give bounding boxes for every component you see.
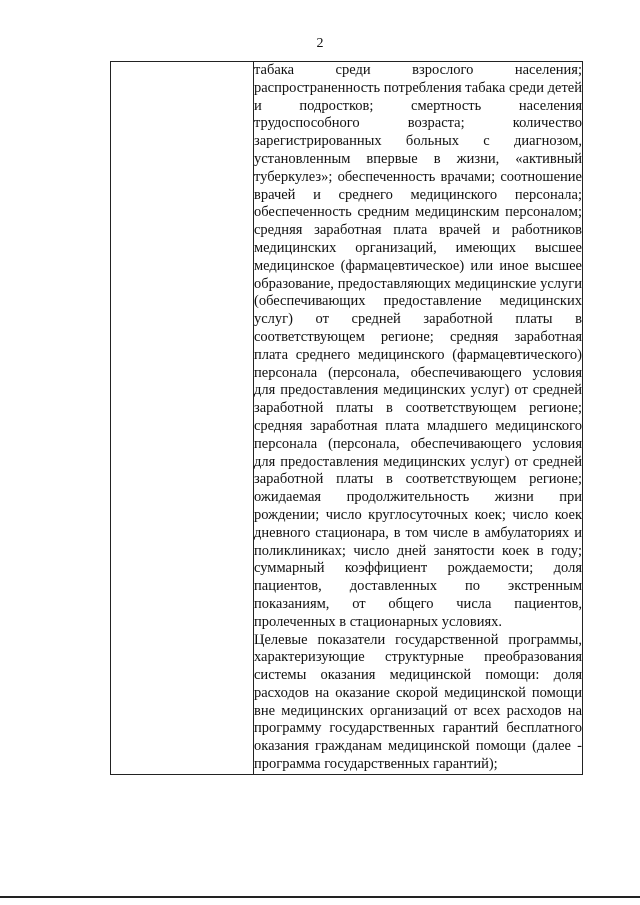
content-table: [110, 61, 583, 775]
paragraph-target-indicators: Целевые показатели государственной программы, характеризующие структурные преобразования системы оказания медицинской помощи: доля расходов на оказание скорой медицинской помощи вне медицинских организаций от всех расходов на программу государственных гарантий бесплатного оказания гражданам медицинской помощи (далее - программа государственных гарантий);: [254, 631, 582, 773]
page-bottom-rule: [0, 896, 640, 898]
paragraph-indicators: табака среди взрослого населения; распространенность потребления табака среди детей и подростков; смертность населения трудоспособного возраста; количество зарегистрированных больных с диагнозом, установленным впервые в жизни, «активный туберкулез»; обеспеченность врачами; соотношение врачей и среднего медицинского персонала; обеспеченность средним медицинским персоналом; средняя заработная плата врачей и работников медицинских организаций, имеющих высшее медицинское (фармацевтическое) или иное высшее образование, предоставляющих медицинские услуги (обеспечивающих предоставление медицинских услуг) от средней заработной платы в соответствующем регионе; средняя заработная плата среднего медицинского (фармацевтического) персонала (персонала, обеспечивающего условия для предоставления медицинских услуг) от средней заработной платы в соответствующем регионе; средняя заработная плата младшего медицинского персонала (персонала, обеспечивающего условия для предоставления медицинских услуг) от средней заработной платы в соответствующем регионе; ожидаемая продолжительность жизни при рождении; число круглосуточных коек; число коек дневного стационара, в том числе в амбулаториях и поликлиниках; число дней занятости коек в году; суммарный коэффициент рождаемости; доля пациентов, доставленных по экстренным показаниям, от общего числа пациентов, пролеченных в стационарных условиях.: [254, 62, 582, 630]
table-left-cell: [111, 62, 254, 775]
table-right-cell: [254, 62, 583, 775]
page-number: 2: [316, 36, 324, 51]
table-row: [111, 62, 583, 775]
